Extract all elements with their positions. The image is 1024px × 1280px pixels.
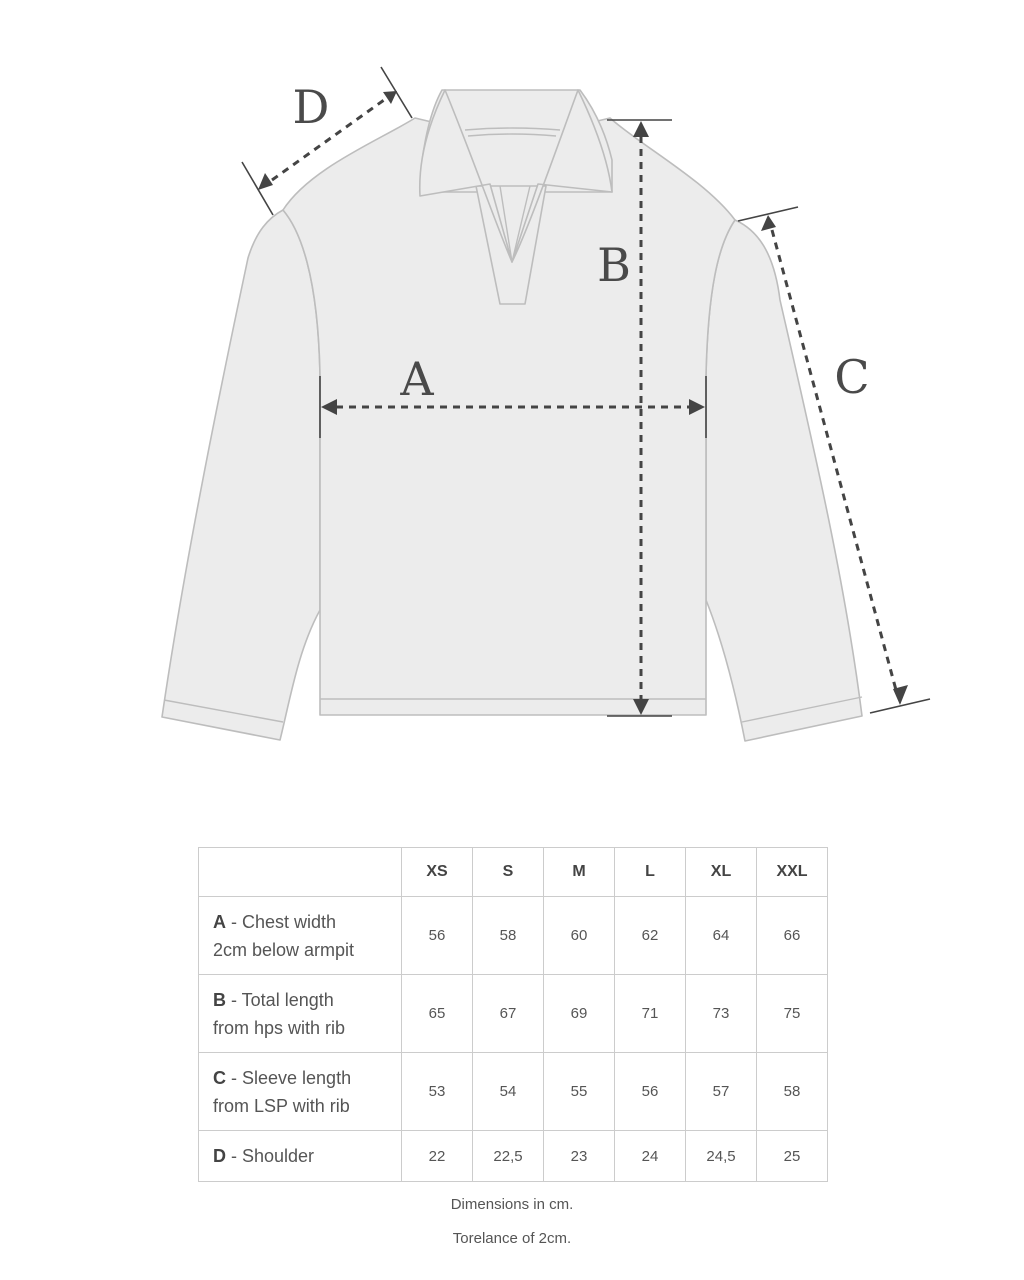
dimensions-note: Dimensions in cm. [450, 1196, 574, 1213]
row-sep: - [226, 989, 242, 1010]
row-sep: - [226, 1067, 242, 1088]
header-empty-cell [199, 848, 402, 897]
right-sleeve [706, 220, 862, 741]
row-desc-1: Chest width [242, 911, 337, 932]
value-cell: 58 [473, 897, 544, 975]
value-cell: 24,5 [686, 1131, 757, 1182]
table-row-total-length [199, 975, 828, 1053]
value-cell: 64 [686, 897, 757, 975]
row-desc-2: from LSP with rib [213, 1095, 350, 1116]
value-cell: 55 [544, 1053, 615, 1131]
row-label-b [199, 975, 402, 1053]
label-a: A [400, 352, 434, 406]
value-cell: 58 [757, 1053, 828, 1131]
row-sep: - [226, 1146, 242, 1166]
value-cell: 69 [544, 975, 615, 1053]
row-desc-2: from hps with rib [213, 1017, 346, 1038]
value-cell: 53 [402, 1053, 473, 1131]
value-cell: 75 [757, 975, 828, 1053]
value-cell: 73 [686, 975, 757, 1053]
row-letter: D [213, 1146, 226, 1166]
label-b: B [597, 238, 631, 292]
value-cell: 25 [757, 1131, 828, 1182]
row-desc-1: Total length [241, 989, 334, 1010]
value-cell: 67 [473, 975, 544, 1053]
tolerance-note: Torelance of 2cm. [452, 1230, 572, 1247]
size-header-s: S [473, 848, 544, 897]
size-chart-table [198, 847, 828, 1182]
row-label-d [199, 1131, 402, 1182]
row-desc-2: 2cm below armpit [213, 939, 355, 960]
table-row-shoulder [199, 1131, 828, 1182]
row-letter: B [213, 989, 226, 1010]
value-cell: 60 [544, 897, 615, 975]
row-desc-1: Sleeve length [242, 1067, 352, 1088]
row-label-c [199, 1053, 402, 1131]
row-desc-1: Shoulder [242, 1146, 315, 1166]
size-header-xxl: XXL [757, 848, 828, 897]
header-row [199, 848, 828, 897]
table-row-chest-width [199, 897, 828, 975]
value-cell: 23 [544, 1131, 615, 1182]
size-header-xs: XS [402, 848, 473, 897]
value-cell: 56 [615, 1053, 686, 1131]
row-letter: C [213, 1067, 226, 1088]
value-cell: 22 [402, 1131, 473, 1182]
value-cell: 62 [615, 897, 686, 975]
value-cell: 22,5 [473, 1131, 544, 1182]
size-header-xl: XL [686, 848, 757, 897]
table-row-sleeve-length [199, 1053, 828, 1131]
label-d: D [292, 80, 330, 134]
value-cell: 65 [402, 975, 473, 1053]
value-cell: 66 [757, 897, 828, 975]
row-label-a [199, 897, 402, 975]
value-cell: 54 [473, 1053, 544, 1131]
row-sep: - [226, 911, 242, 932]
value-cell: 24 [615, 1131, 686, 1182]
left-sleeve [162, 210, 320, 740]
value-cell: 71 [615, 975, 686, 1053]
value-cell: 56 [402, 897, 473, 975]
row-letter: A [213, 911, 226, 932]
value-cell: 57 [686, 1053, 757, 1131]
size-header-m: M [544, 848, 615, 897]
size-header-l: L [615, 848, 686, 897]
label-c: C [834, 350, 870, 404]
